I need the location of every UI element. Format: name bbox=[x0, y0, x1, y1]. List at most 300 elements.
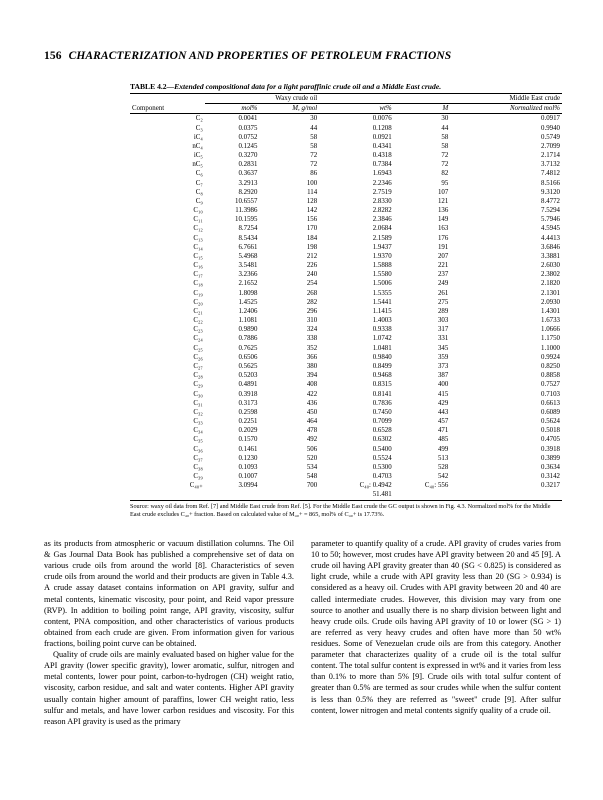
table-cell: 0.9468 bbox=[372, 372, 392, 380]
table-cell: 58 bbox=[310, 133, 318, 141]
table-cell: 0.7099 bbox=[372, 418, 392, 426]
table-cell: C₃₃ bbox=[193, 418, 203, 426]
table-cell: 345 bbox=[437, 344, 449, 352]
table-cell: 0.5203 bbox=[238, 372, 258, 380]
table-cell: 8.2920 bbox=[238, 188, 258, 196]
table-cell: C₂₅ bbox=[193, 344, 203, 352]
column-header: Normalized mol% bbox=[450, 104, 562, 114]
table-cell: 114 bbox=[307, 188, 318, 196]
table-cell: 457 bbox=[437, 418, 449, 426]
table-cell: 0.7836 bbox=[372, 399, 392, 407]
table-cell: 268 bbox=[306, 289, 318, 297]
table-cell: 0.2251 bbox=[238, 418, 258, 426]
table-cell: C₂₁ bbox=[193, 307, 203, 315]
table-cell: 128 bbox=[306, 197, 318, 205]
table-cell: 0.1230 bbox=[238, 454, 258, 462]
table-cell: 156 bbox=[306, 216, 318, 224]
table-row bbox=[130, 481, 562, 490]
table-cell: 1.1750 bbox=[541, 335, 560, 343]
table-cell bbox=[450, 490, 562, 500]
table-row bbox=[130, 197, 562, 206]
table-row bbox=[130, 353, 562, 362]
table-cell: C₂₆ bbox=[193, 353, 203, 361]
table-cell: 9.3120 bbox=[541, 188, 560, 196]
table-cell: 0.3217 bbox=[541, 482, 560, 490]
table-cell: 520 bbox=[306, 454, 318, 462]
table-cell: 2.7519 bbox=[372, 188, 392, 196]
table-cell: 0.9840 bbox=[372, 353, 392, 361]
table-cell: C₃₈ bbox=[193, 463, 203, 471]
table-cell: 0.1461 bbox=[238, 445, 258, 453]
table-row bbox=[130, 270, 562, 279]
table-cell: 0.7527 bbox=[541, 381, 560, 389]
table-cell: 1.0481 bbox=[372, 344, 392, 352]
table-cell: 499 bbox=[437, 445, 449, 453]
table-cell: 0.7886 bbox=[238, 335, 258, 343]
table-cell: C₁₈ bbox=[193, 280, 203, 288]
table-cell: 2.1589 bbox=[372, 234, 392, 242]
table-row bbox=[130, 234, 562, 243]
table-cell: C₃ bbox=[195, 124, 203, 132]
table-cell: 8.5166 bbox=[541, 179, 560, 187]
table-cell: 296 bbox=[306, 307, 318, 315]
table-cell: 0.4705 bbox=[541, 436, 560, 444]
table-cell: 191 bbox=[437, 243, 449, 251]
table-cell: C₃₉ bbox=[193, 473, 203, 481]
table-cell: 4.5945 bbox=[541, 225, 560, 233]
table-cell: 436 bbox=[306, 399, 318, 407]
table-cell: 0.2831 bbox=[238, 161, 258, 169]
paragraph: parameter to quantify quality of a crude. API gravity of crudes varies from 10 to 50; however, most crudes have API gravity between 20 and 45 [9]. A crude oil having API gravity greater than 40 (SG < 0.825) is considered as light crude, while a crude with API gravity less than 20 (SG > 0.934) is considered as a heavy oil. Crudes with API gravity between 20 and 40 are called intermediate crudes. However, this division may vary from one source to another and usually there is no sharp division between light and heavy crude oils. Crude oils having API gravity of 10 or lower (SG > 1) are referred as very heavy crudes and often have more than 50 wt% residues. Some of Venezuelan crude oils are from this category. Another parameter that characterizes quality of a crude oil is the total sulfur content. The total sulfur content is expressed in wt% and it varies from less than 0.1% to more than 5% [9]. Crude oils with total sulfur content of greater than 0.5% are termed as sour crudes while when the sulfur content is less than 0.5% they are referred as "sweet" crude [9]. After sulfur content, lower nitrogen and metal contents signify quality of a crude oil. bbox=[311, 539, 561, 715]
right-column bbox=[311, 538, 561, 727]
table-row bbox=[130, 334, 562, 343]
table-cell: C₃₇ bbox=[193, 454, 203, 462]
column-header: M bbox=[394, 104, 451, 114]
table-cell: 0.6613 bbox=[541, 399, 560, 407]
table-cell: 95 bbox=[441, 179, 449, 187]
table-cell: 0.5400 bbox=[372, 445, 392, 453]
table-cell: 0.3270 bbox=[238, 152, 258, 160]
table-row bbox=[130, 133, 562, 142]
table-cell: 1.1081 bbox=[238, 317, 258, 325]
table-cell: 282 bbox=[306, 298, 318, 306]
table-cell: 0.1208 bbox=[372, 124, 392, 132]
table-cell: 8.5434 bbox=[238, 234, 258, 242]
table-cell: 0.1570 bbox=[238, 436, 258, 444]
table-row bbox=[130, 188, 562, 197]
table-cell: C₁₇ bbox=[193, 271, 203, 279]
table-cell: 443 bbox=[437, 408, 449, 416]
table-cell: 72 bbox=[441, 161, 449, 169]
table-cell: C₂₄ bbox=[193, 335, 203, 343]
table-row bbox=[130, 325, 562, 334]
table-cell: 1.5441 bbox=[372, 298, 392, 306]
table-cell: 10.1595 bbox=[235, 216, 258, 224]
table-cell: 142 bbox=[306, 207, 318, 215]
table-cell: 3.6846 bbox=[541, 243, 560, 251]
table-row bbox=[130, 408, 562, 417]
table-cell: C₁₀ bbox=[193, 207, 203, 215]
table-cell: C₂₉ bbox=[193, 381, 203, 389]
column-header: mol% bbox=[205, 104, 260, 114]
table-cell: iC₅ bbox=[193, 152, 203, 160]
table-cell: 163 bbox=[437, 225, 449, 233]
table-cell: 1.0666 bbox=[541, 326, 560, 334]
table-cell: C₁₁ bbox=[193, 216, 203, 224]
table-cell: 212 bbox=[306, 252, 318, 260]
table-cell: 1.9370 bbox=[372, 252, 392, 260]
table-cell: 0.6302 bbox=[372, 436, 392, 444]
body-text bbox=[44, 538, 562, 727]
table-cell: 528 bbox=[437, 463, 449, 471]
table-cell: 366 bbox=[306, 353, 318, 361]
table-cell: 0.3899 bbox=[541, 454, 560, 462]
group-header-middle-east: Middle East crude bbox=[319, 94, 562, 104]
table-cell: 408 bbox=[306, 381, 318, 389]
table-cell: 0.6528 bbox=[372, 427, 392, 435]
table-cell: 0.0375 bbox=[238, 124, 258, 132]
table-cell: 44 bbox=[310, 124, 318, 132]
table-cell: 0.4318 bbox=[372, 152, 392, 160]
table-cell: 542 bbox=[437, 473, 449, 481]
table-cell: C₄₀: 556 bbox=[424, 482, 449, 490]
page-title: CHARACTERIZATION AND PROPERTIES OF PETROLEUM FRACTIONS bbox=[68, 50, 452, 62]
table-cell: 387 bbox=[437, 372, 449, 380]
table-cell: C₉ bbox=[195, 197, 203, 205]
table-row bbox=[130, 463, 562, 472]
table-row bbox=[130, 371, 562, 380]
left-column bbox=[44, 538, 294, 727]
table-cell: 72 bbox=[310, 161, 318, 169]
table-row bbox=[130, 307, 562, 316]
table-row bbox=[130, 243, 562, 252]
table-row bbox=[130, 362, 562, 371]
table-cell: 310 bbox=[306, 317, 318, 325]
table-cell: 58 bbox=[441, 133, 449, 141]
table-cell: 1.5355 bbox=[372, 289, 392, 297]
table-cell: 0.4341 bbox=[372, 142, 392, 150]
table-cell bbox=[130, 490, 205, 500]
table-cell: 107 bbox=[437, 188, 449, 196]
table-cell: 0.7450 bbox=[372, 408, 392, 416]
table-cell: nC₄ bbox=[192, 142, 203, 150]
table-cell: 2.2346 bbox=[372, 179, 392, 187]
table-row bbox=[130, 454, 562, 463]
table-cell: 72 bbox=[441, 152, 449, 160]
table-row bbox=[130, 316, 562, 325]
table-cell: 30 bbox=[441, 115, 449, 123]
table-cell: 0.8858 bbox=[541, 372, 560, 380]
table-row bbox=[130, 142, 562, 151]
table-cell: 303 bbox=[437, 317, 449, 325]
table-cell: 1.1000 bbox=[541, 344, 560, 352]
table-cell: 0.9924 bbox=[541, 353, 560, 361]
table-row bbox=[130, 417, 562, 426]
table-block bbox=[130, 82, 562, 519]
table-cell: 82 bbox=[441, 170, 449, 178]
table-row bbox=[130, 435, 562, 444]
table-cell: 249 bbox=[437, 280, 449, 288]
table-cell: 1.5006 bbox=[372, 280, 392, 288]
table-cell: 2.8330 bbox=[372, 197, 392, 205]
table-cell: 1.6943 bbox=[372, 170, 392, 178]
table-cell: 72 bbox=[310, 152, 318, 160]
table-cell: 0.8499 bbox=[372, 362, 392, 370]
table-cell: 0.9890 bbox=[238, 326, 258, 334]
table-cell: C₂₂ bbox=[193, 317, 203, 325]
table-cell: 237 bbox=[437, 271, 449, 279]
table-cell: 400 bbox=[437, 381, 449, 389]
table-cell: 1.4003 bbox=[372, 317, 392, 325]
table-row bbox=[130, 472, 562, 481]
table-cell: 100 bbox=[306, 179, 318, 187]
table-cell: 3.2366 bbox=[238, 271, 258, 279]
table-cell: 0.2598 bbox=[238, 408, 258, 416]
table-cell: 534 bbox=[306, 463, 318, 471]
table-row bbox=[130, 399, 562, 408]
table-row bbox=[130, 151, 562, 160]
table-cell: 86 bbox=[310, 170, 318, 178]
table-cell: 700 bbox=[306, 482, 318, 490]
table-cell: 373 bbox=[437, 362, 449, 370]
table-cell: 0.0041 bbox=[238, 115, 258, 123]
column-header: Component bbox=[130, 104, 205, 114]
table-cell: 478 bbox=[306, 427, 318, 435]
table-cell: 513 bbox=[437, 454, 449, 462]
table-row bbox=[130, 298, 562, 307]
compositional-data-table bbox=[130, 93, 562, 501]
table-cell: 1.6733 bbox=[541, 317, 560, 325]
table-cell: 1.8098 bbox=[238, 289, 258, 297]
table-cell: 44 bbox=[441, 124, 449, 132]
table-cell: 0.0752 bbox=[238, 133, 258, 141]
table-cell: 0.7625 bbox=[238, 344, 258, 352]
table-cell: 0.0076 bbox=[372, 115, 392, 123]
table-cell: 380 bbox=[306, 362, 318, 370]
table-cell: 1.0742 bbox=[372, 335, 392, 343]
table-row bbox=[130, 160, 562, 169]
table-cell: 1.5888 bbox=[372, 262, 392, 270]
table-cell bbox=[205, 490, 260, 500]
table-cell: 338 bbox=[306, 335, 318, 343]
table-cell: 2.0684 bbox=[372, 225, 392, 233]
table-cell: 170 bbox=[306, 225, 318, 233]
table-cell: 2.1301 bbox=[541, 289, 560, 297]
table-cell: 5.7946 bbox=[541, 216, 560, 224]
table-group-header-row bbox=[130, 94, 562, 104]
table-cell: 0.9940 bbox=[541, 124, 560, 132]
table-cell: C₆ bbox=[195, 170, 203, 178]
table-cell: 261 bbox=[437, 289, 449, 297]
table-cell: 0.5749 bbox=[541, 133, 560, 141]
table-cell: 198 bbox=[306, 243, 318, 251]
table-row bbox=[130, 252, 562, 261]
table-cell: 2.6030 bbox=[541, 262, 560, 270]
table-cell: C₈ bbox=[195, 188, 203, 196]
table-cell: 11.3986 bbox=[235, 207, 258, 215]
table-row bbox=[130, 426, 562, 435]
table-cell: C₂₈ bbox=[193, 372, 203, 380]
table-cell: 2.1652 bbox=[238, 280, 258, 288]
page-number: 156 bbox=[44, 50, 62, 62]
table-cell: 1.5580 bbox=[372, 271, 392, 279]
table-cell: 4.4413 bbox=[541, 234, 560, 242]
table-cell: 324 bbox=[306, 326, 318, 334]
table-cell: 359 bbox=[437, 353, 449, 361]
table-cell: C₁₉ bbox=[193, 289, 203, 297]
table-row bbox=[130, 114, 562, 124]
table-cell: 58 bbox=[310, 142, 318, 150]
table-cell: 184 bbox=[306, 234, 318, 242]
table-cell: 422 bbox=[306, 390, 318, 398]
table-cell: 1.9437 bbox=[372, 243, 392, 251]
table-cell: 30 bbox=[310, 115, 318, 123]
table-row bbox=[130, 215, 562, 224]
table-row bbox=[130, 289, 562, 298]
table-cell: iC₄ bbox=[193, 133, 203, 141]
table-cell bbox=[394, 490, 451, 500]
table-cell: 51.481 bbox=[319, 490, 393, 500]
table-cell: 121 bbox=[437, 197, 449, 205]
table-row bbox=[130, 179, 562, 188]
table-cell: 464 bbox=[306, 418, 318, 426]
table-cell: 136 bbox=[437, 207, 449, 215]
table-cell: 207 bbox=[437, 252, 449, 260]
table-cell: C₇ bbox=[195, 179, 203, 187]
table-row bbox=[130, 445, 562, 454]
table-cell: 450 bbox=[306, 408, 318, 416]
table-cell: 0.2029 bbox=[238, 427, 258, 435]
table-footnote: Source: waxy oil data from Ref. [7] and Middle East crude from Ref. [5]. For the Middle East crude the GC output is shown in Fig. 4.3. Normalized mol% for the Middle East crude excludes C₄₀+ fraction. Based on calculated value of M₄₀+ = 865, mol% of C₄₀+ is 17.73%. bbox=[130, 503, 551, 519]
table-cell: C₃₄ bbox=[193, 427, 203, 435]
table-row bbox=[130, 490, 562, 500]
table-cell: 226 bbox=[306, 262, 318, 270]
table-cell: 0.3918 bbox=[238, 390, 258, 398]
table-cell: C₃₅ bbox=[193, 436, 203, 444]
table-caption-text: —Extended compositional data for a light paraffinic crude oil and a Middle East crude. bbox=[166, 82, 442, 91]
table-cell: C₄₀: 0.4942 bbox=[359, 482, 392, 490]
table-cell: 1.2406 bbox=[238, 307, 258, 315]
table-cell: C₃₀ bbox=[193, 390, 203, 398]
table-row bbox=[130, 279, 562, 288]
table-cell: 0.1007 bbox=[238, 473, 258, 481]
table-cell: 275 bbox=[437, 298, 449, 306]
table-cell: C₁₅ bbox=[193, 252, 203, 260]
group-header-waxy: Waxy crude oil bbox=[205, 94, 319, 104]
table-cell: 7.4812 bbox=[541, 170, 560, 178]
table-cell: C₄₀₊ bbox=[189, 482, 203, 490]
table-cell: 0.3637 bbox=[238, 170, 258, 178]
table-row bbox=[130, 261, 562, 270]
table-cell: 548 bbox=[306, 473, 318, 481]
table-cell: 8.7254 bbox=[238, 225, 258, 233]
table-cell: 2.3802 bbox=[541, 271, 560, 279]
table-row bbox=[130, 169, 562, 178]
table-cell: 0.4891 bbox=[238, 381, 258, 389]
table-cell: 0.0921 bbox=[372, 133, 392, 141]
table-cell: 3.7132 bbox=[541, 161, 560, 169]
table-column-header-row bbox=[130, 104, 562, 114]
table-cell: C₁₂ bbox=[193, 225, 203, 233]
table-cell: C₃₁ bbox=[193, 399, 203, 407]
table-cell: C₂ bbox=[195, 115, 203, 123]
table-cell: 3.5481 bbox=[238, 262, 258, 270]
table-cell: C₂₀ bbox=[193, 298, 203, 306]
table-cell: 0.4703 bbox=[372, 473, 392, 481]
table-cell: 0.7103 bbox=[541, 390, 560, 398]
table-cell: 176 bbox=[437, 234, 449, 242]
table-cell: 3.3881 bbox=[541, 252, 560, 260]
table-cell: 3.0994 bbox=[238, 482, 258, 490]
table-cell: 0.8250 bbox=[541, 362, 560, 370]
table-cell: 0.5524 bbox=[372, 454, 392, 462]
table-caption-label: TABLE 4.2 bbox=[130, 82, 167, 91]
table-cell: 506 bbox=[306, 445, 318, 453]
table-cell: C₃₆ bbox=[193, 445, 203, 453]
table-cell: 2.0930 bbox=[541, 298, 560, 306]
table-cell: 7.5294 bbox=[541, 207, 560, 215]
table-cell: 10.6557 bbox=[235, 197, 258, 205]
table-cell: 0.3634 bbox=[541, 463, 560, 471]
table-cell: 492 bbox=[306, 436, 318, 444]
table-cell: C₁₄ bbox=[193, 243, 203, 251]
running-head bbox=[44, 50, 559, 62]
table-cell: nC₅ bbox=[192, 161, 203, 169]
table-cell: 0.1093 bbox=[238, 463, 258, 471]
table-cell: 471 bbox=[437, 427, 449, 435]
table-cell: 6.7661 bbox=[238, 243, 258, 251]
table-cell: 58 bbox=[441, 142, 449, 150]
table-cell: 0.8315 bbox=[372, 381, 392, 389]
table-cell: 331 bbox=[437, 335, 449, 343]
table-cell: 394 bbox=[306, 372, 318, 380]
table-cell: 240 bbox=[306, 271, 318, 279]
table-cell: 221 bbox=[437, 262, 449, 270]
table-row bbox=[130, 390, 562, 399]
table-cell: 2.7099 bbox=[541, 142, 560, 150]
table-cell: 8.4772 bbox=[541, 197, 560, 205]
table-cell: 485 bbox=[437, 436, 449, 444]
table-cell: 2.8282 bbox=[372, 207, 392, 215]
table-row bbox=[130, 344, 562, 353]
table-cell: 0.3918 bbox=[541, 445, 560, 453]
table-cell: 1.1415 bbox=[372, 307, 392, 315]
table-cell: 0.3173 bbox=[238, 399, 258, 407]
table-cell: 0.5300 bbox=[372, 463, 392, 471]
table-cell: 0.6506 bbox=[238, 353, 258, 361]
table-cell: 415 bbox=[437, 390, 449, 398]
table-cell: 1.4525 bbox=[238, 298, 258, 306]
table-cell: C₁₆ bbox=[193, 262, 203, 270]
table-cell: 0.3142 bbox=[541, 473, 560, 481]
paragraph: Quality of crude oils are mainly evaluated based on higher value for the API gravity (lower specific gravity), lower aromatic, sulfur, nitrogen and metal contents, lower pour point, carbon-to-hydrogen (CH) weight ratio, viscosity, carbon residue, and salt and water contents. Higher API gravity usually contain higher amount of paraffins, lower CH weight ratio, less sulfur and metals, and have lower carbon residues and viscosity. For this reason API gravity is used as the primary bbox=[44, 650, 294, 726]
table-cell: 317 bbox=[437, 326, 449, 334]
table-row bbox=[130, 206, 562, 215]
table-cell: 0.8141 bbox=[372, 390, 392, 398]
table-cell: 2.3846 bbox=[372, 216, 392, 224]
column-header: M, g/mol bbox=[259, 104, 319, 114]
table-cell: 1.4301 bbox=[541, 307, 560, 315]
table-cell bbox=[259, 490, 319, 500]
table-cell: C₂₇ bbox=[193, 362, 203, 370]
table-cell: 0.5018 bbox=[541, 427, 560, 435]
paragraph: as its products from atmospheric or vacuum distillation columns. The Oil & Gas Journal Data Book has published a comprehensive set of data on various crude oils from around the world [8]. Characteristics of seven crude oils from around the world and their products are given in Table 4.3. A crude assay dataset contains information on API gravity, sulfur and metal contents, kinematic viscosity, pour point, and Reid vapor pressure (RVP). In addition to boiling point range, API gravity, viscosity, sulfur content, PNA composition, and other characteristics of various products obtained from each crude are given. From information given for various fractions, boiling point curve can be obtained. bbox=[44, 539, 294, 648]
table-cell: 2.1820 bbox=[541, 280, 560, 288]
table-cell: 3.2913 bbox=[238, 179, 258, 187]
table-cell: 5.4968 bbox=[238, 252, 258, 260]
table-cell: 0.0917 bbox=[541, 115, 560, 123]
table-cell: C₂₃ bbox=[193, 326, 203, 334]
